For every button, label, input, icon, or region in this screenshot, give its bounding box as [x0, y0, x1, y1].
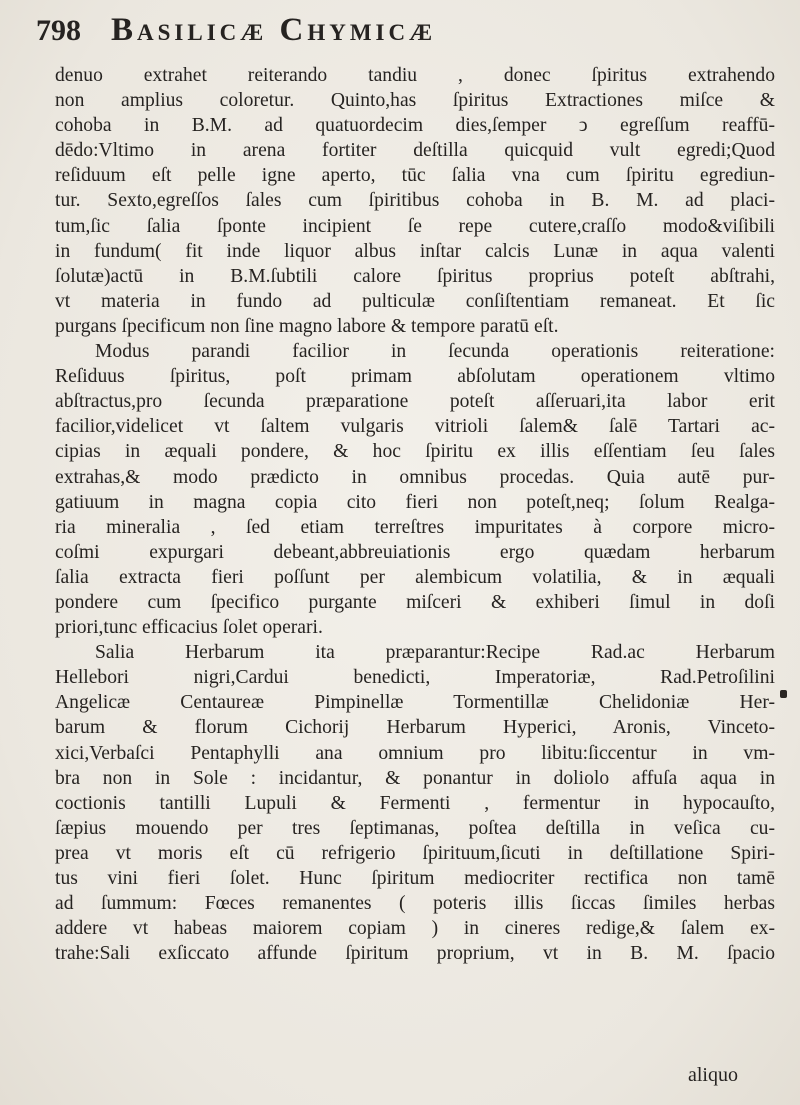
text-line: gatiuum in magna copia cito fieri non poteſt,neq; ſolum Realga-: [55, 491, 775, 513]
body-text: [55, 63, 775, 966]
text-line: cipias in æquali pondere, & hoc ſpiritu ex illis eſſentiam ſeu ſales: [55, 441, 775, 463]
text-line: Hellebori nigri,Cardui benedicti, Imperatoriæ, Rad.Petroſilini: [55, 667, 775, 689]
text-line: extrahas,& modo prædicto in omnibus procedas. Quia autē pur-: [55, 466, 775, 488]
text-line: in fundum( fit inde liquor albus inſtar calcis Lunæ in aqua valenti: [55, 240, 775, 262]
running-head: Basilicæ Chymicæ: [111, 12, 437, 48]
text-line: ſolutæ)actū in B.M.ſubtili calore ſpiritus proprius poteſt abſtrahi,: [55, 265, 775, 287]
page-header: [36, 12, 760, 62]
text-line: non amplius coloretur. Quinto,has ſpiritus Extractiones miſce &: [55, 90, 775, 112]
text-line: bra non in Sole : incidantur, & ponantur in doliolo affuſa aqua in: [55, 767, 775, 789]
text-line: prea vt moris eſt cū refrigerio ſpirituum,ſicuti in deſtillatione Spiri-: [55, 842, 775, 864]
page-number: 798: [36, 14, 81, 47]
text-line: dēdo:Vltimo in arena fortiter deſtilla quicquid vult egredi;Quod: [55, 140, 775, 162]
ink-mark-icon: [780, 690, 787, 698]
text-line: coctionis tantilli Lupuli & Fermenti , fermentur in hypocauſto,: [55, 792, 775, 814]
text-line: priori,tunc efficacius ſolet operari.: [55, 617, 323, 639]
text-line: coſmi expurgari debeant,abbreuiationis ergo quædam herbarum: [55, 541, 775, 563]
text-line: tur. Sexto,egreſſos ſales cum ſpiritibus cohoba in B. M. ad placi-: [55, 190, 775, 212]
text-line: Salia Herbarum ita præparantur:Recipe Rad.ac Herbarum: [95, 642, 775, 664]
text-line: ſæpius mouendo per tres ſeptimanas, poſtea deſtilla in veſica cu-: [55, 817, 775, 839]
text-line: cohoba in B.M. ad quatuordecim dies,ſemper ↄ egreſſum reaffū-: [55, 115, 775, 137]
text-line: Modus parandi facilior in ſecunda operationis reiteratione:: [95, 341, 775, 363]
catchword: aliquo: [688, 1064, 738, 1086]
text-line: ſalia extracta fieri poſſunt per alembicum volatilia, & in æquali: [55, 566, 775, 588]
text-line: trahe:Sali exſiccato affunde ſpiritum proprium, vt in B. M. ſpacio: [55, 943, 775, 965]
text-line: ad ſummum: Fœces remanentes ( poteris illis ſiccas ſimiles herbas: [55, 893, 775, 915]
text-line: purgans ſpecificum non ſine magno labore & tempore paratū eſt.: [55, 315, 559, 337]
text-line: barum & florum Cichorij Herbarum Hyperici, Aronis, Vinceto-: [55, 717, 775, 739]
text-line: xici,Verbaſci Pentaphylli ana omnium pro libitu:ſiccentur in vm-: [55, 742, 775, 764]
text-line: vt materia in fundo ad pulticulæ conſiſtentiam remaneat. Et ſic: [55, 290, 775, 312]
text-line: pondere cum ſpecifico purgante miſceri & exhiberi ſimul in doſi: [55, 591, 775, 613]
text-line: abſtractus,pro ſecunda præparatione poteſt aſſeruari,ita labor erit: [55, 391, 775, 413]
text-line: denuo extrahet reiterando tandiu , donec ſpiritus extrahendo: [55, 65, 775, 86]
text-line: tus vini fieri ſolet. Hunc ſpiritum mediocriter rectifica non tamē: [55, 868, 775, 889]
text-line: addere vt habeas maiorem copiam ) in cineres redige,& ſalem ex-: [55, 918, 775, 940]
text-line: ria mineralia , ſed etiam terreſtres impuritates à corpore micro-: [55, 516, 775, 538]
text-line: tum,ſic ſalia ſponte incipient ſe repe cutere,craſſo modo&viſibili: [55, 215, 775, 237]
text-line: Reſiduus ſpiritus, poſt primam abſolutam operationem vltimo: [55, 366, 775, 388]
text-line: facilior,videlicet vt ſaltem vulgaris vitrioli ſalem& ſalē Tartari ac-: [55, 416, 775, 438]
text-line: reſiduum eſt pelle igne aperto, tūc ſalia vna cum ſpiritu egrediun-: [55, 165, 775, 187]
text-line: Angelicæ Centaureæ Pimpinellæ Tormentillæ Chelidoniæ Her-: [55, 692, 775, 714]
